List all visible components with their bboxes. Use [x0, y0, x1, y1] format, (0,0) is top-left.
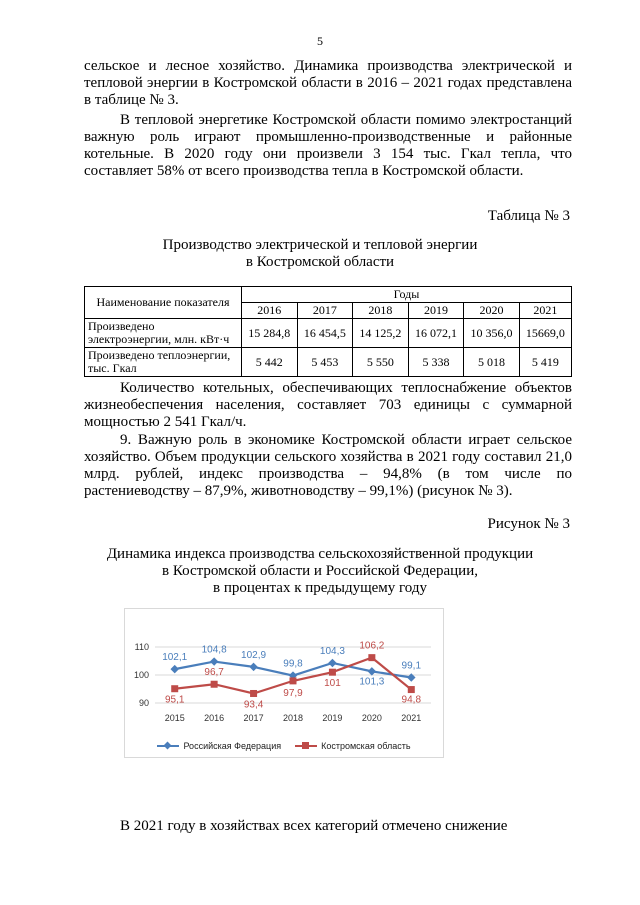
table-row	[85, 319, 572, 348]
production-index-chart	[124, 608, 444, 758]
data-label: 99,8	[283, 658, 303, 670]
value-cell: 15 284,8	[242, 319, 298, 348]
page-number: 5	[317, 34, 323, 48]
energy-table	[84, 286, 572, 377]
row-name: Произведено электроэнергии, млн. кВт·ч	[85, 319, 242, 348]
value-cell: 5 419	[519, 348, 571, 377]
value-cell: 10 356,0	[464, 319, 520, 348]
value-cell: 5 550	[353, 348, 409, 377]
figure-title-line-2: в Костромской области и Российской Федерации,	[162, 563, 478, 579]
data-label: 97,9	[283, 687, 303, 699]
legend-kostroma-label: Костромская область	[321, 741, 411, 751]
figure-title-line-3: в процентах к предыдущему году	[212, 580, 427, 596]
data-label: 106,2	[359, 640, 385, 652]
x-tick-label: 2015	[164, 713, 185, 723]
chart-legend	[125, 741, 443, 751]
y-tick-label: 90	[138, 698, 149, 708]
value-cell: 14 125,2	[353, 319, 409, 348]
data-label: 102,9	[241, 649, 267, 661]
table-title-line-1: Производство электрической и тепловой энергии	[162, 237, 478, 253]
data-point	[249, 663, 257, 671]
data-point	[210, 657, 218, 665]
column-name-header: Наименование показателя	[85, 287, 242, 319]
legend-item-russia	[157, 741, 281, 751]
x-tick-label: 2017	[243, 713, 264, 723]
data-label: 99,1	[401, 660, 422, 672]
legend-russia-label: Российская Федерация	[183, 741, 282, 751]
data-label: 104,3	[319, 645, 345, 657]
x-tick-label: 2016	[204, 713, 225, 723]
figure-title	[60, 546, 580, 597]
data-point	[368, 667, 376, 675]
table-row	[85, 348, 572, 377]
value-cell: 5 338	[408, 348, 464, 377]
year-cell: 2016	[242, 303, 298, 319]
legend-item-kostroma	[295, 741, 410, 751]
row-name: Произведено теплоэнергии, тыс. Гкал	[85, 348, 242, 377]
data-point	[329, 669, 336, 676]
legend-russia-marker-icon	[157, 742, 179, 750]
legend-kostroma-marker-icon	[295, 742, 317, 750]
x-tick-label: 2018	[282, 713, 304, 723]
y-tick-label: 100	[133, 670, 149, 680]
data-label: 102,1	[162, 652, 188, 664]
value-cell: 16 454,5	[297, 319, 353, 348]
year-cell: 2019	[408, 303, 464, 319]
x-tick-label: 2019	[322, 713, 343, 723]
year-cell: 2018	[353, 303, 409, 319]
value-cell: 5 442	[242, 348, 298, 377]
paragraph-4: 9. Важную роль в экономике Костромской области играет сельское хозяйство. Объем продукции сельского хозяйства в 2021 году составил 21,0 млрд. рублей, индекс производства – 94,8% (в том числе по растениеводству – 87,9%, животноводству – 99,1%) (рисунок № 3).	[84, 432, 572, 499]
data-label: 95,1	[164, 694, 185, 706]
table-title	[60, 237, 580, 271]
paragraph-3: Количество котельных, обеспечивающих теплоснабжение объектов жизнеобеспечения населения, составляет 703 единицы с суммарной мощностью 2 541 Гкал/ч.	[84, 380, 572, 430]
chart-plot	[125, 609, 443, 737]
year-cell: 2021	[519, 303, 571, 319]
data-point	[171, 685, 178, 692]
y-tick-label: 110	[134, 642, 149, 652]
data-point	[328, 659, 336, 667]
figure-label: Рисунок № 3	[487, 516, 570, 532]
year-cell: 2017	[297, 303, 353, 319]
data-label: 101	[324, 678, 341, 690]
year-cell: 2020	[464, 303, 520, 319]
data-label: 104,8	[201, 644, 227, 656]
x-tick-label: 2021	[401, 713, 422, 723]
data-label: 94,8	[401, 694, 422, 706]
paragraph-2: В тепловой энергетике Костромской области помимо электростанций важную роль играют промышленно-производственные и районные котельные. В 2020 году они произвели 3 154 тыс. Гкал тепла, что составляет 58% от всего производства тепла в Костромской области.	[84, 112, 572, 179]
years-header: Годы	[242, 287, 572, 303]
value-cell: 16 072,1	[408, 319, 464, 348]
data-point	[211, 681, 218, 688]
value-cell: 5 453	[297, 348, 353, 377]
data-point	[368, 654, 375, 661]
data-point	[408, 686, 415, 693]
x-tick-label: 2020	[361, 713, 382, 723]
value-cell: 5 018	[464, 348, 520, 377]
table-header-row	[85, 287, 572, 303]
data-label: 93,4	[243, 699, 264, 711]
paragraph-5: В 2021 году в хозяйствах всех категорий отмечено снижение	[120, 818, 508, 834]
figure-title-line-1: Динамика индекса производства сельскохозяйственной продукции	[106, 546, 534, 562]
data-label: 96,7	[204, 667, 224, 679]
data-label: 101,3	[359, 676, 385, 688]
data-point	[290, 677, 297, 684]
table-label: Таблица № 3	[487, 208, 570, 224]
data-point	[170, 665, 178, 673]
table-title-line-2: в Костромской области	[245, 254, 395, 270]
value-cell: 15669,0	[519, 319, 571, 348]
paragraph-1: сельское и лесное хозяйство. Динамика производства электрической и тепловой энергии в Костромской области в 2016 – 2021 годах представлена в таблице № 3.	[84, 58, 572, 108]
data-point	[250, 690, 257, 697]
